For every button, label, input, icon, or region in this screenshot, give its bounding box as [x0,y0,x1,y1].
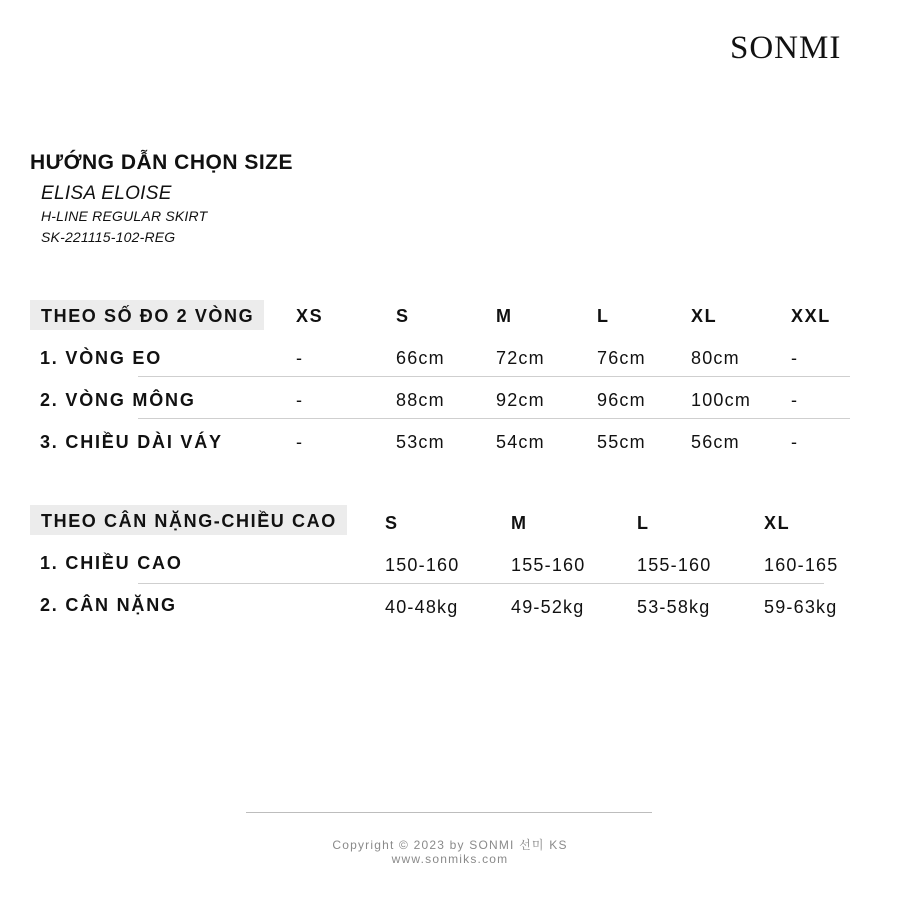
table-cell: 59-63kg [764,597,838,617]
product-type: H-LINE REGULAR SKIRT [41,208,208,224]
row-divider [138,376,850,377]
product-name: ELISA ELOISE [41,183,172,204]
table-cell: 100cm [691,390,752,410]
table-cell: 155-160 [637,555,712,575]
size-header-m: M [496,306,513,326]
row-divider [138,583,824,584]
table-cell: 92cm [496,390,545,410]
footer-copyright: Copyright © 2023 by SONMI 선미 KS [332,838,568,852]
row-label-weight: 2. CÂN NẶNG [40,595,177,615]
footer-divider [246,812,652,813]
size-header-l: L [637,513,650,533]
table-cell: 96cm [597,390,646,410]
table-cell: 53-58kg [637,597,711,617]
table-cell: 72cm [496,348,545,368]
size-header-xl: XL [764,513,791,533]
row-label-waist: 1. VÒNG EO [40,348,163,368]
table-cell: - [296,390,304,410]
row-label-hip: 2. VÒNG MÔNG [40,390,196,410]
table-cell: 66cm [396,348,445,368]
table-cell: 53cm [396,432,445,452]
row-divider [138,418,850,419]
table-cell: 54cm [496,432,545,452]
product-code: SK-221115-102-REG [41,229,176,245]
row-label-height: 1. CHIỀU CAO [40,553,183,573]
table-cell: 56cm [691,432,740,452]
table-cell: - [791,390,799,410]
size-header-xs: XS [296,306,324,326]
size-header-l: L [597,306,610,326]
table-cell: 55cm [597,432,646,452]
size-header-s: S [396,306,410,326]
table-cell: 155-160 [511,555,586,575]
table-cell: - [296,348,304,368]
table-cell: 76cm [597,348,646,368]
table-cell: - [791,432,799,452]
footer-website[interactable]: www.sonmiks.com [391,852,509,866]
table-cell: 160-165 [764,555,839,575]
weight-table-label: THEO CÂN NẶNG-CHIỀU CAO [30,505,347,535]
measure-table-label: THEO SỐ ĐO 2 VÒNG [30,300,264,330]
table-cell: - [296,432,304,452]
table-cell: 49-52kg [511,597,585,617]
brand-logo: SONMI [730,30,842,66]
size-header-xl: XL [691,306,718,326]
size-header-m: M [511,513,528,533]
page-title: HƯỚNG DẪN CHỌN SIZE [30,151,294,174]
size-header-s: S [385,513,399,533]
table-cell: 150-160 [385,555,460,575]
row-label-length: 3. CHIỀU DÀI VÁY [40,432,223,452]
table-cell: 40-48kg [385,597,459,617]
table-cell: 88cm [396,390,445,410]
table-cell: - [791,348,799,368]
size-header-xxl: XXL [791,306,831,326]
table-cell: 80cm [691,348,740,368]
